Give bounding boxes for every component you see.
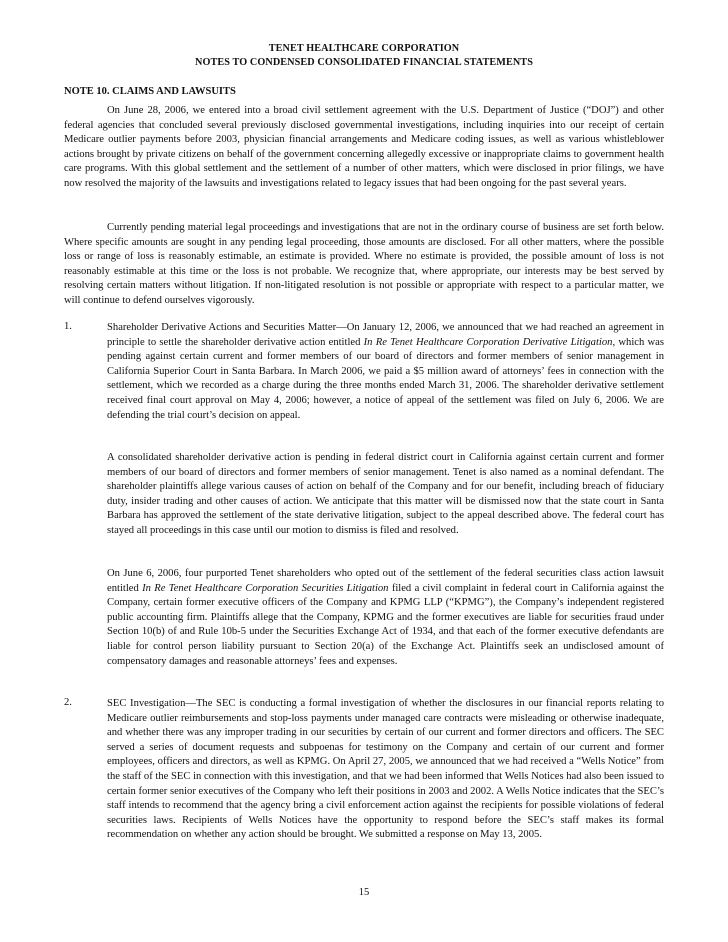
intro-paragraph-1-text: On June 28, 2006, we entered into a broad civil settlement agreement with the U.S. Department of Justice (“DOJ”) and other federal agencies that concluded several previously disclosed governmental investigations, including inquiries into our receipt of certain Medicare outlier payments before 2003, physician financial arrangements and Medicare coding issues, as well as various whistleblower actions brought by private citizens on behalf of the government concerning allegedly excessive or inappropriate claims to government health care programs. With this global settlement and the settlement of a number of other matters, which were disclosed in prior filings, we have now resolved the majority of the lawsuits and investigations related to legacy issues that had been ongoing for the past several years. — [64, 105, 664, 189]
item-1-p3-text-a: On June 6, 2006, four purported Tenet shareholders who opted out of the settlement of the federal securities class action lawsuit entitled — [107, 568, 664, 594]
case-title-derivative: In Re Tenet Healthcare Corporation Derivative Litigation — [363, 336, 613, 348]
item-1-paragraph-1 — [107, 321, 664, 423]
item-number-1: 1. — [64, 321, 72, 332]
item-1-paragraph-3 — [107, 567, 664, 669]
item-2-paragraph-1: SEC Investigation—The SEC is conducting a formal investigation of whether the disclosures in our financial reports relating to Medicare outlier reimbursements and stop-loss payments under managed care contracts were misleading or otherwise inadequate, and whether there was any improper trading in our securities by certain of our current and former directors and officers. The SEC served a series of document requests and subpoenas for testimony on the Company and certain of our current and former employees, officers and directors, as well as KPMG. On April 27, 2005, we announced that we had received a “Wells Notice” from the staff of the SEC in connection with this investigation, and that we had been informed that Wells Notices had also been issued to certain former senior executives of the Company who left their positions in 2003 and 2002. A Wells Notice indicates that the SEC’s staff intends to recommend that the agency bring a civil enforcement action against the recipients for possible violations of federal securities laws. Recipients of Wells Notices have the opportunity to respond before the SEC’s staff makes its formal recommendation on whether any action should be brought. We submitted a response on May 13, 2005. — [107, 698, 664, 841]
case-title-securities: In Re Tenet Healthcare Corporation Securities Litigation — [142, 582, 389, 594]
item-1-p1-text-b: , which was pending against certain current and former members of our board of directors and former members of senior management in California Superior Court in Santa Barbara. In March 2006, we paid a $5 million award of attorneys’ fees in connection with the settlement, which we recorded as a charge during the three months ended March 31, 2006. The shareholder derivative settlement received final court approval on May 4, 2006; however, a notice of appeal of the settlement was filed on July 6, 2006. We are defending the trial court’s decision on appeal. — [107, 336, 664, 421]
item-1-p3-text-b: filed a civil complaint in federal court in California against the Company, certain former executive officers of the Company and KPMG LLP (“KPMG”), the Company’s independent registered public accounting firm. Plaintiffs allege that the Company, KPMG and the former executives are liable for securities fraud under Section 10(b) of and Rule 10b-5 under the Securities Exchange Act of 1934, and that each of the former executive defendants are liable for control person liability pursuant to Section 20(a) of the Exchange Act. Plaintiffs seek an undisclosed amount of compensatory damages and reasonable attorneys’ fees and expenses. — [107, 582, 664, 667]
page-number: 15 — [358, 887, 370, 898]
intro-paragraph-2 — [64, 221, 664, 309]
note-title: NOTE 10. CLAIMS AND LAWSUITS — [64, 86, 236, 97]
item-1-p1-text-a: Shareholder Derivative Actions and Securities Matter—On January 12, 2006, we announced that we had reached an agreement in principle to settle the shareholder derivative action entitled — [107, 322, 664, 348]
item-number-2: 2. — [64, 697, 72, 708]
statement-subtitle: NOTES TO CONDENSED CONSOLIDATED FINANCIAL STATEMENTS — [195, 57, 533, 68]
company-header: TENET HEALTHCARE CORPORATION — [268, 43, 460, 54]
intro-paragraph-2-text: Currently pending material legal proceedings and investigations that are not in the ordinary course of business are set forth below. Where specific amounts are sought in any pending legal proceeding, those amounts are disclosed. For all other matters, where the possible loss or range of loss is reasonably estimable, an estimate is provided. Where no estimate is provided, the possible amount of loss is not reasonably estimable at this time or the loss is not probable. We recognize that, where appropriate, our interests may be best served by resolving certain matters without litigation. If non-litigated resolution is not possible or appropriate with respect to a particular matter, we will continue to defend ourselves vigorously. — [64, 222, 664, 306]
item-1-paragraph-2: A consolidated shareholder derivative action is pending in federal district court in California against certain current and former members of our board of directors and former members of senior management. Tenet is also named as a nominal defendant. The shareholder plaintiffs allege various causes of action on behalf of the Company and for our benefit, including breach of fiduciary duty, insider trading and other causes of action. We anticipate that this matter will be dismissed now that the state court in Santa Barbara has approved the settlement of the state derivative litigation, subject to the appeal described above. The federal court has stayed all proceedings in this case until our motion to dismiss is filed and resolved. — [107, 452, 664, 536]
intro-paragraph-1 — [64, 104, 664, 192]
